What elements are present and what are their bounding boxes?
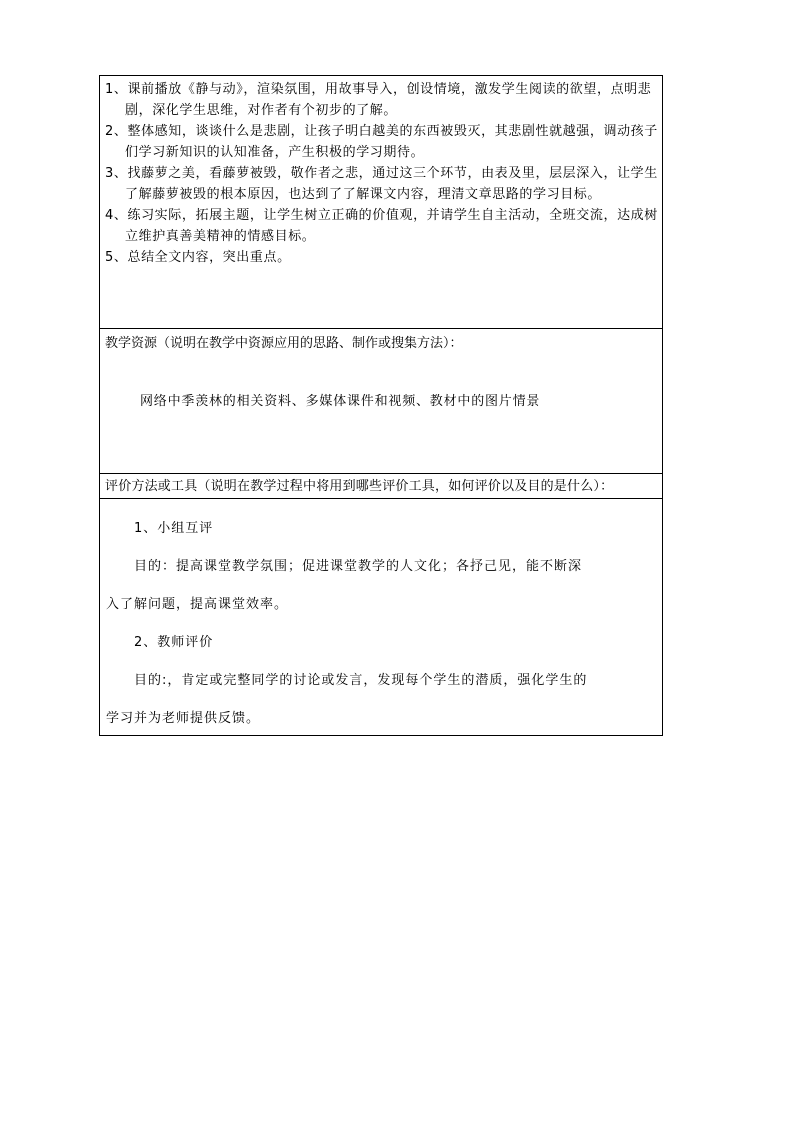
resources-header: 教学资源（说明在教学中资源应用的思路、制作或搜集方法）： xyxy=(105,336,463,351)
evaluation-content xyxy=(100,498,662,735)
process-step-3: 3、找藤萝之美，看藤萝被毁，敬作者之悲，通过这三个环节，由表及里，层层深入，让学生了解藤萝被毁的根本原因，也达到了了解课文内容，理清文章思路的学习目标。 xyxy=(105,166,658,202)
resources-content: 网络中季羡林的相关资料、多媒体课件和视频、教材中的图片情景 xyxy=(140,394,541,409)
evaluation-item-1-title: 1、小组互评 xyxy=(134,521,214,536)
evaluation-header: 评价方法或工具（说明在教学过程中将用到哪些评价工具，如何评价以及目的是什么）： xyxy=(100,473,662,498)
evaluation-item-1-purpose-cont: 入了解问题，提高课堂效率。 xyxy=(106,597,289,612)
teaching-process-section xyxy=(100,76,662,328)
evaluation-item-2-purpose-cont: 学习并为老师提供反馈。 xyxy=(106,711,261,726)
evaluation-item-2-purpose: 目的:，肯定或完整同学的讨论或发言，发现每个学生的潜质，强化学生的 xyxy=(134,673,588,688)
teaching-resources-section xyxy=(100,328,662,473)
process-step-5: 5、总结全文内容，突出重点。 xyxy=(105,250,291,265)
evaluation-item-1-purpose: 目的：提高课堂教学氛围；促进课堂教学的人文化；各抒己见，能不断深 xyxy=(134,559,583,574)
lesson-plan-table xyxy=(99,75,663,736)
process-step-2: 2、整体感知，谈谈什么是悲剧，让孩子明白越美的东西被毁灭，其悲剧性就越强，调动孩子们学习新知识的认知准备，产生积极的学习期待。 xyxy=(105,124,658,160)
process-step-1: 1、课前播放《静与动》，渲染氛围，用故事导入，创设情境，激发学生阅读的欲望，点明悲剧，深化学生思维，对作者有个初步的了解。 xyxy=(105,82,652,118)
evaluation-item-2-title: 2、教师评价 xyxy=(134,635,214,650)
process-step-4: 4、练习实际，拓展主题，让学生树立正确的价值观，并请学生自主活动，全班交流，达成树立维护真善美精神的情感目标。 xyxy=(105,208,658,244)
